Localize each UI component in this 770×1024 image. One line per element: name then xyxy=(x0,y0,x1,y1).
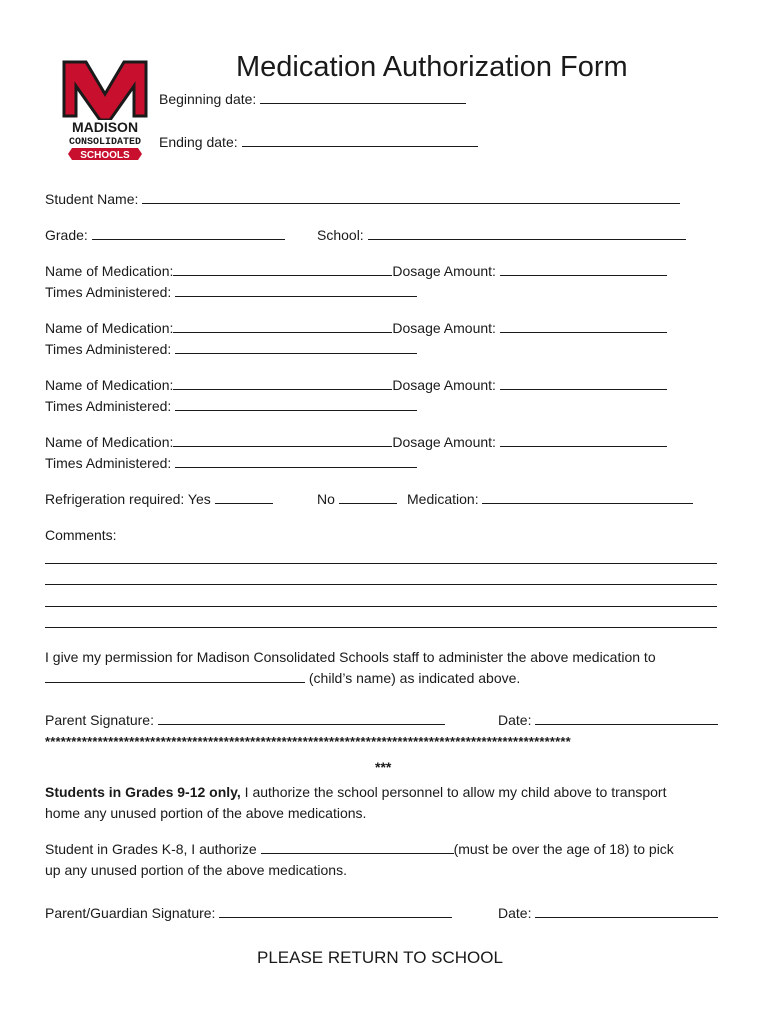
school-field[interactable] xyxy=(368,227,686,240)
parent-date-label: Date: xyxy=(498,712,532,728)
form-title: Medication Authorization Form xyxy=(236,51,628,83)
parent-signature-label: Parent Signature: xyxy=(45,712,154,728)
refrigeration-yes-row xyxy=(45,491,273,508)
parent-signature-field[interactable] xyxy=(158,712,445,725)
grades-k-8-line1 xyxy=(45,841,674,858)
dosage-amount-label: Dosage Amount: xyxy=(392,377,496,393)
separator-stars: **************************************************************************************************** xyxy=(45,734,571,749)
medication-name-row xyxy=(45,377,667,394)
student-name-label: Student Name: xyxy=(45,191,139,207)
beginning-date-field[interactable] xyxy=(260,91,466,104)
times-administered-row xyxy=(45,398,417,415)
comments-line[interactable] xyxy=(45,584,717,585)
times-administered-row xyxy=(45,341,417,358)
grade-row xyxy=(45,227,285,244)
parent-date-field[interactable] xyxy=(535,712,718,725)
grades-9-12-rest: I authorize the school personnel to allow my child above to transport xyxy=(240,784,667,800)
logo-line1: MADISON xyxy=(71,119,139,135)
guardian-signature-row xyxy=(45,905,452,922)
refrigeration-medication-label: Medication: xyxy=(407,491,479,507)
medication-name-label: Name of Medication: xyxy=(45,377,174,393)
medication-name-field[interactable] xyxy=(173,320,392,333)
dosage-amount-label: Dosage Amount: xyxy=(392,263,496,279)
grades-k-8-part2: (must be over the age of 18) to pick xyxy=(453,841,674,857)
guardian-date-label: Date: xyxy=(498,905,532,921)
ending-date-field[interactable] xyxy=(242,134,478,147)
medication-name-field[interactable] xyxy=(173,263,392,276)
grade-label: Grade: xyxy=(45,227,88,243)
beginning-date-row xyxy=(159,91,466,108)
medication-name-label: Name of Medication: xyxy=(45,320,174,336)
parent-signature-row xyxy=(45,712,445,729)
permission-line1: I give my permission for Madison Consolidated Schools staff to administer the above medication to xyxy=(45,649,656,665)
permission-line2-row xyxy=(45,670,520,687)
medication-name-label: Name of Medication: xyxy=(45,263,174,279)
logo-line3: SCHOOLS xyxy=(80,150,130,161)
refrigeration-no-label: No xyxy=(317,491,335,507)
comments-line[interactable] xyxy=(45,627,717,628)
refrigeration-no-field[interactable] xyxy=(339,491,397,504)
medication-name-field[interactable] xyxy=(173,434,392,447)
parent-date-row xyxy=(498,712,718,729)
logo-line2: CONSOLIDATED xyxy=(68,137,142,148)
times-administered-field[interactable] xyxy=(175,284,417,297)
comments-line[interactable] xyxy=(45,563,717,564)
times-administered-row xyxy=(45,284,417,301)
grades-9-12-line2: home any unused portion of the above medications. xyxy=(45,805,367,821)
authorized-adult-field[interactable] xyxy=(261,841,454,854)
school-row xyxy=(317,227,686,244)
permission-line2: (child’s name) as indicated above. xyxy=(308,670,521,686)
dosage-amount-label: Dosage Amount: xyxy=(392,320,496,336)
dosage-amount-label: Dosage Amount: xyxy=(392,434,496,450)
medication-name-field[interactable] xyxy=(173,377,392,390)
ending-date-label: Ending date: xyxy=(159,134,238,150)
school-logo xyxy=(58,58,152,170)
guardian-date-row xyxy=(498,905,718,922)
dosage-amount-field[interactable] xyxy=(500,377,667,390)
grades-9-12-line1 xyxy=(45,784,666,801)
refrigeration-yes-field[interactable] xyxy=(215,491,273,504)
refrigeration-no-row xyxy=(317,491,397,508)
guardian-signature-label: Parent/Guardian Signature: xyxy=(45,905,216,921)
separator-short: *** xyxy=(375,759,392,775)
times-administered-field[interactable] xyxy=(175,398,417,411)
times-administered-label: Times Administered: xyxy=(45,341,172,357)
student-name-row xyxy=(45,191,680,208)
madison-m-logo-icon xyxy=(58,58,152,170)
times-administered-row xyxy=(45,455,417,472)
student-name-field[interactable] xyxy=(142,191,680,204)
school-label: School: xyxy=(317,227,364,243)
medication-name-row xyxy=(45,320,667,337)
times-administered-label: Times Administered: xyxy=(45,455,172,471)
medication-name-row xyxy=(45,434,667,451)
times-administered-label: Times Administered: xyxy=(45,284,172,300)
dosage-amount-field[interactable] xyxy=(500,434,667,447)
refrigeration-medication-row xyxy=(407,491,693,508)
grade-field[interactable] xyxy=(92,227,285,240)
medication-name-label: Name of Medication: xyxy=(45,434,174,450)
child-name-field[interactable] xyxy=(45,670,305,683)
comments-label: Comments: xyxy=(45,527,117,543)
comments-line[interactable] xyxy=(45,606,717,607)
times-administered-field[interactable] xyxy=(175,341,417,354)
guardian-date-field[interactable] xyxy=(535,905,718,918)
grades-k-8-line2: up any unused portion of the above medications. xyxy=(45,862,347,878)
dosage-amount-field[interactable] xyxy=(500,263,667,276)
medication-name-row xyxy=(45,263,667,280)
dosage-amount-field[interactable] xyxy=(500,320,667,333)
return-to-school-footer: PLEASE RETURN TO SCHOOL xyxy=(257,948,503,967)
times-administered-field[interactable] xyxy=(175,455,417,468)
refrigeration-label: Refrigeration required: Yes xyxy=(45,491,211,507)
grades-k-8-part1: Student in Grades K-8, I authorize xyxy=(45,841,257,857)
beginning-date-label: Beginning date: xyxy=(159,91,257,107)
times-administered-label: Times Administered: xyxy=(45,398,172,414)
refrigeration-medication-field[interactable] xyxy=(482,491,693,504)
grades-9-12-bold: Students in Grades 9-12 only, xyxy=(45,784,241,800)
guardian-signature-field[interactable] xyxy=(219,905,452,918)
ending-date-row xyxy=(159,134,478,151)
